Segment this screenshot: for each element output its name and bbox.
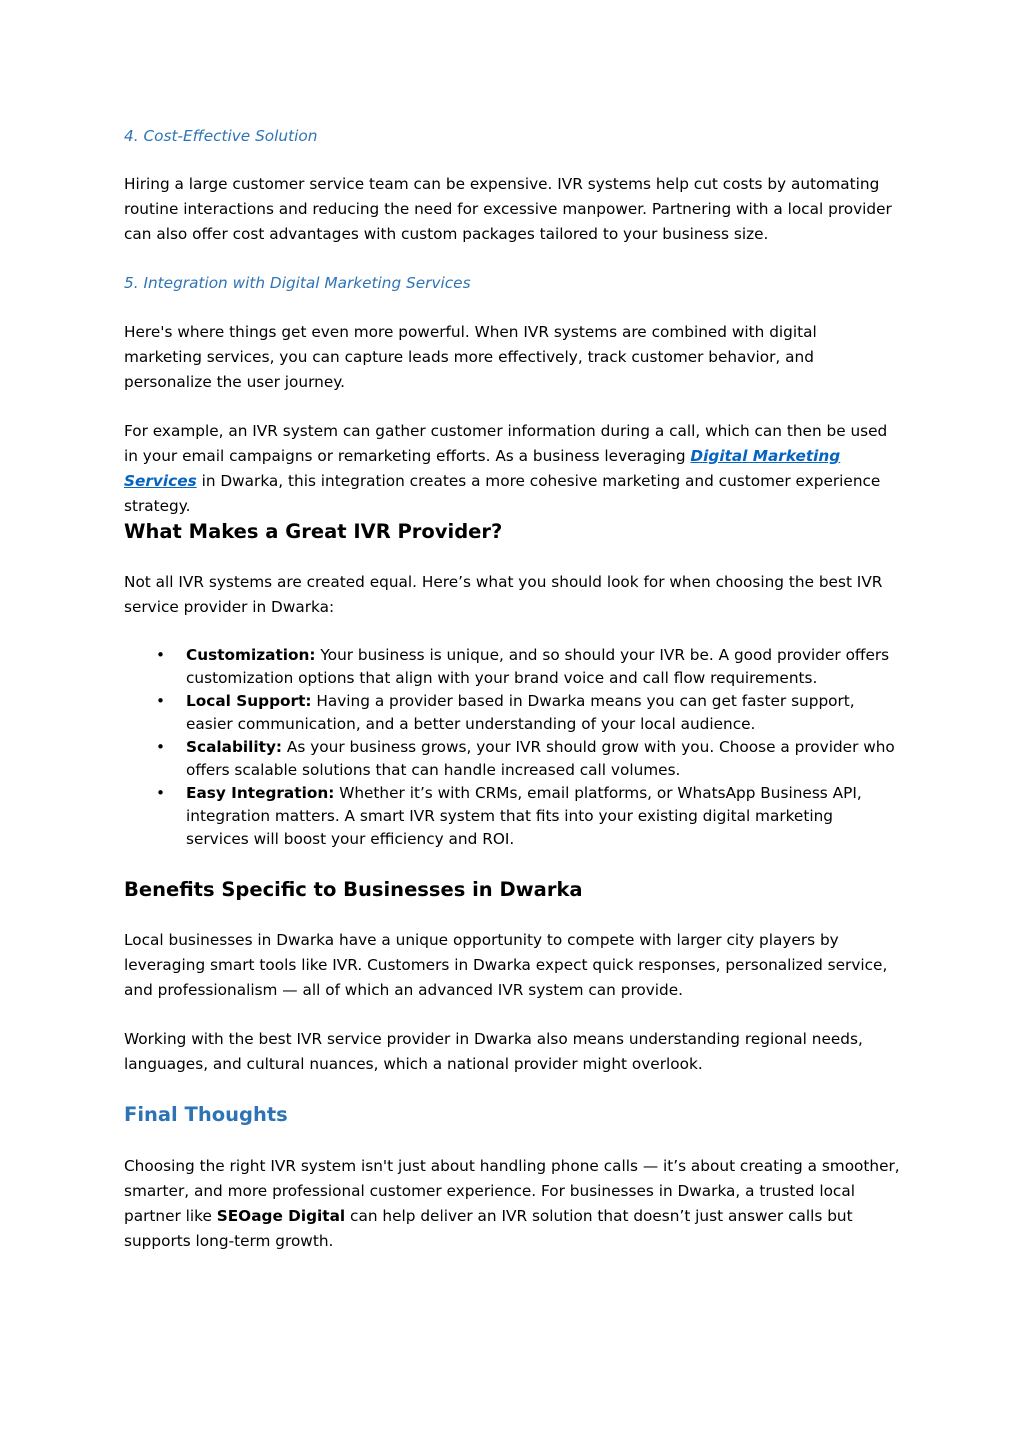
list-item-label: Local Support: [186,692,312,710]
list-item-scalability [124,736,900,782]
list-item-text: Your business is unique, and so should your IVR be. A good provider offers customization options that align with your brand voice and call flow requirements. [186,646,890,687]
benefits-body-1: Local businesses in Dwarka have a unique opportunity to compete with larger city players by leveraging smart tools like IVR. Customers in Dwarka expect quick responses, personalized service, and professionalism — all of which an advanced IVR system can provide. [124,931,888,999]
company-name: SEOage Digital [216,1207,346,1225]
list-item-text: Whether it’s with CRMs, email platforms, or WhatsApp Business API, integration matters. A smart IVR system that fits into your existing digital marketing services will boost your efficiency and ROI. [186,784,862,848]
section-5-body-2-text-a: For example, an IVR system can gather customer information during a call, which can then be used in your email campaigns or remarketing efforts. As a business leveraging [124,422,888,465]
section-5-body-2-text-b: in Dwarka, this integration creates a more cohesive marketing and customer experience strategy. [124,472,881,515]
bullet-icon: • [156,692,166,710]
final-thoughts-body [124,1154,900,1254]
section-5-body-1: Here's where things get even more powerful. When IVR systems are combined with digital marketing services, you can capture leads more effectively, track customer behavior, and personalize the user journey. [124,323,817,391]
list-item-text: Having a provider based in Dwarka means you can get faster support, easier communication, and a better understanding of your local audience. [186,692,855,733]
list-item-easy-integration [124,782,900,851]
section-4-body: Hiring a large customer service team can be expensive. IVR systems help cut costs by automating routine interactions and reducing the need for excessive manpower. Partnering with a local provider can also offer cost advantages with custom packages tailored to your business size. [124,175,892,243]
benefits-body-2: Working with the best IVR service provider in Dwarka also means understanding regional needs, languages, and cultural nuances, which a national provider might overlook. [124,1030,863,1073]
provider-heading: What Makes a Great IVR Provider? [124,520,503,543]
list-item-label: Easy Integration: [186,784,335,802]
provider-intro: Not all IVR systems are created equal. Here’s what you should look for when choosing the best IVR service provider in Dwarka: [124,573,883,616]
list-item-label: Customization: [186,646,316,664]
final-thoughts-heading: Final Thoughts [124,1103,288,1126]
list-item-label: Scalability: [186,738,283,756]
section-5-body-2 [124,419,900,519]
bullet-icon: • [156,784,166,802]
final-body-text-b: can help deliver an IVR solution that doesn’t just answer calls but supports long-term growth. [124,1207,853,1250]
final-body-text-a: Choosing the right IVR system isn't just about handling phone calls — it’s about creating a smoother, smarter, and more professional customer experience. For businesses in Dwarka, a trusted local partner like [124,1157,900,1225]
digital-marketing-services-link[interactable]: Digital Marketing Services [124,447,841,490]
section-4-heading: 4. Cost-Effective Solution [124,127,318,145]
bullet-icon: • [156,738,166,756]
benefits-heading: Benefits Specific to Businesses in Dwarka [124,878,583,901]
list-item-customization [124,644,900,690]
section-5-heading: 5. Integration with Digital Marketing Services [124,274,471,292]
provider-criteria-list [124,644,900,851]
bullet-icon: • [156,646,166,664]
list-item-text: As your business grows, your IVR should grow with you. Choose a provider who offers scalable solutions that can handle increased call volumes. [186,738,895,779]
list-item-local-support [124,690,900,736]
